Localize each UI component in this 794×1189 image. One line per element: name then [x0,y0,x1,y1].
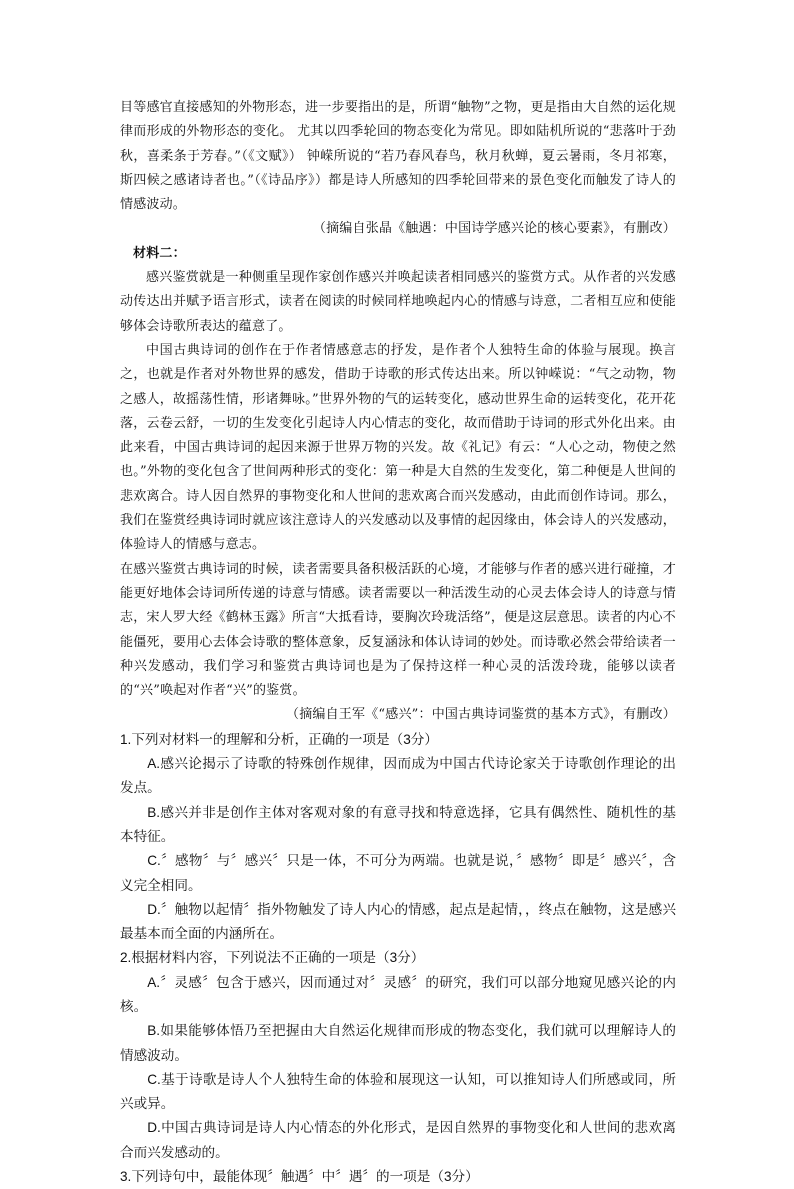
questions-section [120,728,676,1189]
question-1-option-a: A.感兴论揭示了诗歌的特殊创作规律，因而成为中国古代诗论家关于诗歌创作理论的出发点。 [120,756,676,796]
question-2-option-d: D.中国古典诗词是诗人内心情态的外化形式，是因自然界的事物变化和人世间的悲欢离合而兴发感动的。 [120,1120,676,1160]
material1-source: （摘编自张晶《触遇：中国诗学感兴论的核心要素》，有删改） [312,221,676,237]
question-3-stem: 3.下列诗句中，最能体现〞触遇〞中〞遇〞的一项是（3分） [120,1169,479,1185]
question-2-stem: 2.根据材料内容，下列说法不正确的一项是（3分） [120,950,425,966]
question-2-option-a: A.〞灵感〞包含于感兴，因而通过对〞灵感〞的研究，我们可以部分地窥见感兴论的内核。 [120,974,676,1014]
material1-tail-paragraph: 目等感官直接感知的外物形态，进一步要指出的是，所谓“触物”之物，更是指由大自然的运化规律而形成的外物形态的变化。 尤其以四季轮回的物态变化为常见。即如陆机所说的“悲落叶于劲秋，喜柔条于芳春。”（《文赋》） 钟嵘所说的“若乃春风春鸟，秋月秋蝉，夏云暑雨，冬月祁寒，斯四候之感诸诗者也。”（《诗品序》）都是诗人所感知的四季轮回带来的景色变化而触发了诗人的情感波动。 [120,100,676,213]
question-1-option-c: C.〞感物〞与〞感兴〞只是一体，不可分为两端。也就是说，〞感物〞即是〞感兴〞，含义完全相同。 [120,853,676,893]
question-2-option-c: C.基于诗歌是诗人个人独特生命的体验和展现这一认知，可以推知诗人们所感或同，所兴或异。 [120,1071,676,1112]
question-3 [120,1165,676,1189]
material2-paragraph-3: 在感兴鉴赏古典诗词的时候，读者需要具备积极活跃的心境，才能够与作者的感兴进行碰撞，才能更好地体会诗词所传递的诗意与情感。读者需要以一种活泼生动的心灵去体会诗人的诗意与情志，宋人罗大经《鹤林玉露》所言“大抵看诗，要胸次玲珑活络”，便是这层意思。读者的内心不能僵死，要用心去体会诗歌的整体意象，反复涵泳和体认诗词的妙处。而诗歌必然会带给读者一种兴发感动，我们学习和鉴赏古典诗词也是为了保持这样一种心灵的活泼玲珑，能够以读者的“兴”唤起对作者“兴”的鉴赏。 [120,561,676,699]
question-1-stem: 1.下列对材料一的理解和分析，正确的一项是（3分） [120,731,438,747]
material-section [120,96,676,728]
page-content [120,96,676,1189]
material2-heading: 材料二： [133,245,186,261]
question-2 [120,946,676,1165]
question-1-option-d: D.〞触物以起情〞指外物触发了诗人内心的情感，起点是起情，，终点在触物，这是感兴最基本而全面的内涵所在。 [120,901,676,942]
question-1-option-b: B.感兴并非是创作主体对客观对象的有意寻找和特意选择，它具有偶然性、随机性的基本特征。 [120,804,676,844]
material2-paragraph-1: 感兴鉴赏就是一种侧重呈现作家创作感兴并唤起读者相同感兴的鉴赏方式。从作者的兴发感动传达出并赋予语言形式，读者在阅读的时候同样地唤起内心的情感与诗意，二者相互应和使能够体会诗歌所表达的蕴意了。 [120,270,676,334]
material2-source: （摘编自王军《“感兴”：中国古典诗词鉴赏的基本方式》，有删改） [286,707,676,723]
question-1 [120,728,676,947]
material2-paragraph-2: 中国古典诗词的创作在于作者情感意志的抒发，是作者个人独特生命的体验与展现。换言之，也就是作者对外物世界的感发，借助于诗歌的形式传达出来。所以钟嵘说：“气之动物，物之感人，故摇荡性情，形诸舞咏。”世界外物的气的运转变化，感动世界生命的运转变化，花开花落，云卷云舒，一切的生发变化引起诗人内心情志的变化，故而借助于诗词的形式外化出来。由此来看，中国古典诗词的起因来源于世界万物的兴发。故《礼记》有云：“人心之动，物使之然也。”外物的变化包含了世间两种形式的变化：第一种是大自然的生发变化，第二种便是人世间的悲欢离合。诗人因自然界的事物变化和人世间的悲欢离合而兴发感动，由此而创作诗词。那么，我们在鉴赏经典诗词时就应该注意诗人的兴发感动以及事情的起因缘由，体会诗人的兴发感动，体验诗人的情感与意志。 [120,342,676,553]
question-2-option-b: B.如果能够体悟乃至把握由大自然运化规律而形成的物态变化，我们就可以理解诗人的情感波动。 [120,1023,676,1063]
